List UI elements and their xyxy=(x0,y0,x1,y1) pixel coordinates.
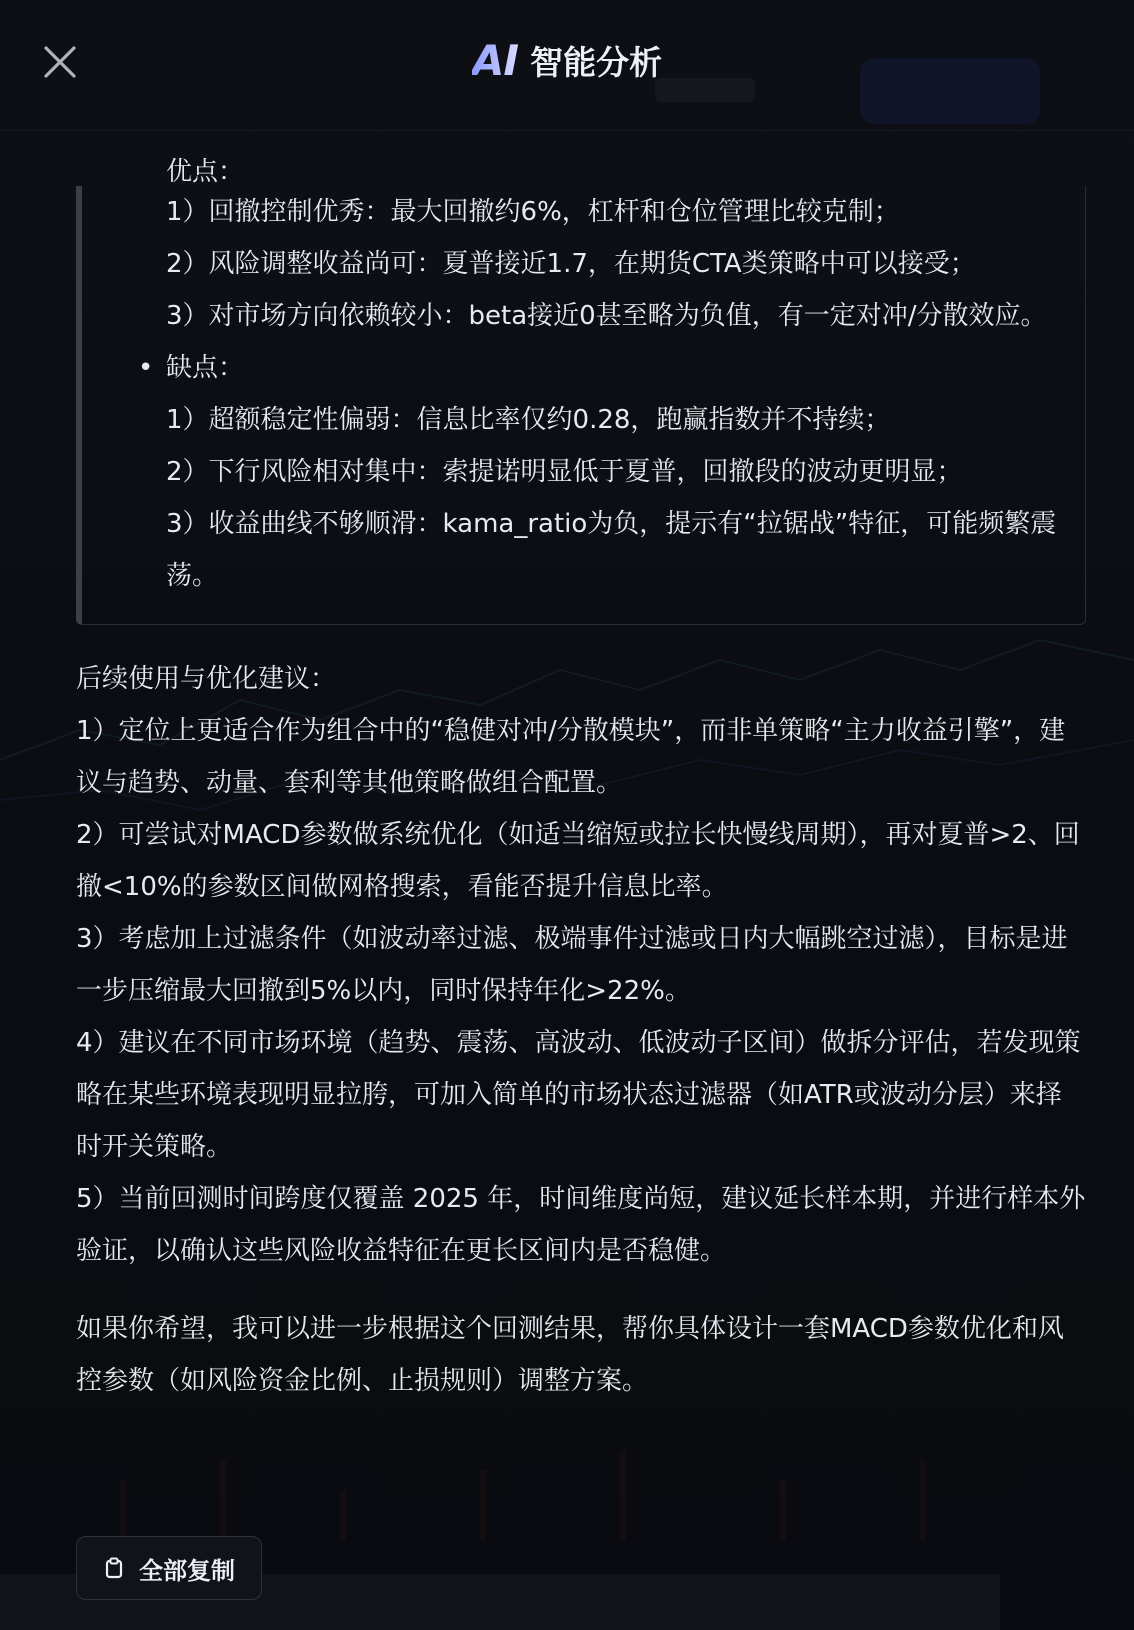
suggestion-item: 2）可尝试对MACD参数做系统优化（如适当缩短或拉长快慢线周期），再对夏普>2、回撤<10%的参数区间做网格搜索，看能否提升信息比率。 xyxy=(76,820,1080,902)
dialog-title xyxy=(0,36,1134,86)
ai-logo: AI xyxy=(471,36,519,85)
strength-item: 2）风险调整收益尚可：夏普接近1.7，在期货CTA类策略中可以接受； xyxy=(166,249,976,279)
suggestions-title: 后续使用与优化建议： xyxy=(76,664,337,694)
suggestion-item: 1）定位上更适合作为组合中的“稳健对冲/分散模块”，而非单策略“主力收益引擎”，建议与趋势、动量、套利等其他策略做组合配置。 xyxy=(76,716,1066,798)
copy-all-label: 全部复制 xyxy=(139,1556,235,1585)
suggestion-item: 3）考虑加上过滤条件（如波动率过滤、极端事件过滤或日内大幅跳空过滤），目标是进一步压缩最大回撤到5%以内，同时保持年化>22%。 xyxy=(76,924,1068,1006)
clipboard-icon xyxy=(103,1557,125,1579)
dialog-header xyxy=(0,0,1134,131)
dialog-title-text: 智能分析 xyxy=(530,43,663,82)
suggestion-item: 5）当前回测时间跨度仅覆盖 2025 年，时间维度尚短，建议延长样本期，并进行样本外验证，以确认这些风险收益特征在更长区间内是否稳健。 xyxy=(76,1184,1086,1266)
strength-item: 3）对市场方向依赖较小：beta接近0甚至略为负值，有一定对冲/分散效应。 xyxy=(166,301,1047,331)
analysis-content xyxy=(76,157,1086,1407)
strength-item: 1）回撤控制优秀：最大回撤约6%，杠杆和仓位管理比较克制； xyxy=(166,197,900,227)
suggestion-item: 4）建议在不同市场环境（趋势、震荡、高波动、低波动子区间）做拆分评估，若发现策略在某些环境表现明显拉胯，可加入简单的市场状态过滤器（如ATR或波动分层）来择时开关策略。 xyxy=(76,1028,1081,1162)
closing-paragraph: 如果你希望，我可以进一步根据这个回测结果，帮你具体设计一套MACD参数优化和风控参数（如风险资金比例、止损规则）调整方案。 xyxy=(76,1314,1064,1396)
copy-all-button[interactable] xyxy=(76,1536,262,1600)
clipped-line-text: 优点： xyxy=(166,157,245,187)
weakness-item: 3）收益曲线不够顺滑：kama_ratio为负，提示有“拉锯战”特征，可能频繁震荡。 xyxy=(166,509,1057,591)
weakness-item: 1）超额稳定性偏弱：信息比率仅约0.28，跑赢指数并不持续； xyxy=(166,405,891,435)
suggestions-section xyxy=(76,653,1086,1277)
weakness-item: 2）下行风险相对集中：索提诺明显低于夏普，回撤段的波动更明显； xyxy=(166,457,963,487)
weakness-title: • 缺点： xyxy=(166,342,1057,394)
evaluation-quote-block xyxy=(76,157,1086,625)
